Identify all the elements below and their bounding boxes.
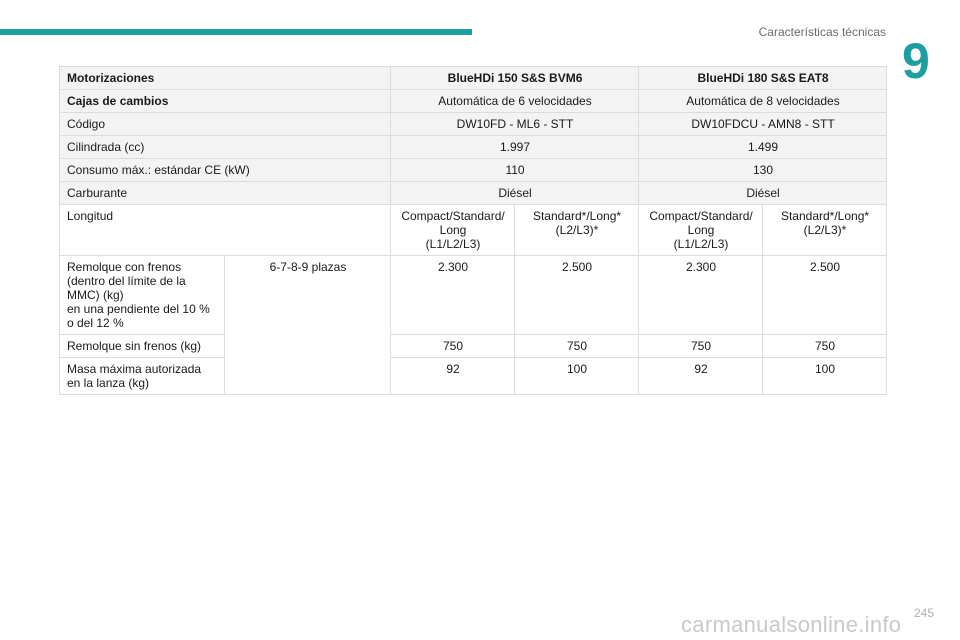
table-row [60,67,887,90]
cell-displacement-1: 1.997 [391,136,639,159]
cell-length-3 [639,205,763,256]
table-row [60,113,887,136]
specs-table [59,66,887,395]
length-3-line-1: Compact/Standard/ [649,209,753,223]
cell-displacement-2: 1.499 [639,136,887,159]
table-row [60,182,887,205]
braked-line-2: (dentro del límite de la [67,274,186,288]
cell-gearbox-label: Cajas de cambios [60,90,391,113]
cell-code-2: DW10FDCU - AMN8 - STT [639,113,887,136]
length-1-line-2: Long [439,223,467,237]
cell-unbraked-2: 750 [515,335,639,358]
cell-length-1 [391,205,515,256]
cell-drawbar-3: 92 [639,358,763,395]
braked-line-1: Remolque con frenos [67,260,182,274]
chapter-number: 9 [902,33,930,89]
cell-unbraked-4: 750 [763,335,887,358]
cell-code-label: Código [60,113,391,136]
cell-engine-1: BlueHDi 150 S&S BVM6 [391,67,639,90]
section-title: Características técnicas [758,25,886,39]
cell-length-4 [763,205,887,256]
drawbar-line-2: en la lanza (kg) [67,376,150,390]
cell-braked-label [60,256,225,335]
drawbar-line-1: Masa máxima autorizada [67,362,202,376]
cell-braked-1: 2.300 [391,256,515,335]
length-1-line-1: Compact/Standard/ [401,209,505,223]
braked-line-5: o del 12 % [67,316,124,330]
table-row [60,205,887,256]
cell-fuel-2: Diésel [639,182,887,205]
table-row [60,358,887,395]
cell-gearbox-1: Automática de 6 velocidades [391,90,639,113]
cell-braked-3: 2.300 [639,256,763,335]
cell-consumption-2: 130 [639,159,887,182]
cell-unbraked-label: Remolque sin frenos (kg) [60,335,225,358]
length-4-line-2: (L2/L3)* [803,223,847,237]
cell-drawbar-1: 92 [391,358,515,395]
cell-consumption-label: Consumo máx.: estándar CE (kW) [60,159,391,182]
length-3-line-2: Long [687,223,715,237]
length-2-line-1: Standard*/Long* [532,209,622,223]
cell-unbraked-1: 750 [391,335,515,358]
table-row [60,335,887,358]
braked-line-3: MMC) (kg) [67,288,124,302]
braked-line-4: en una pendiente del 10 % [67,302,210,316]
length-3-line-3: (L1/L2/L3) [673,237,729,251]
cell-length-2 [515,205,639,256]
table-row [60,256,887,335]
table-row [60,159,887,182]
cell-seats: 6-7-8-9 plazas [225,256,391,395]
cell-drawbar-2: 100 [515,358,639,395]
length-2-line-2: (L2/L3)* [555,223,599,237]
table-row [60,90,887,113]
length-1-line-3: (L1/L2/L3) [425,237,481,251]
cell-length-label: Longitud [60,205,391,256]
cell-fuel-1: Diésel [391,182,639,205]
cell-consumption-1: 110 [391,159,639,182]
accent-bar [0,29,472,35]
cell-displacement-label: Cilindrada (cc) [60,136,391,159]
cell-braked-2: 2.500 [515,256,639,335]
cell-drawbar-4: 100 [763,358,887,395]
cell-gearbox-2: Automática de 8 velocidades [639,90,887,113]
cell-unbraked-3: 750 [639,335,763,358]
cell-drawbar-label [60,358,225,395]
cell-engine-2: BlueHDi 180 S&S EAT8 [639,67,887,90]
length-4-line-1: Standard*/Long* [780,209,870,223]
cell-fuel-label: Carburante [60,182,391,205]
cell-braked-4: 2.500 [763,256,887,335]
watermark: carmanualsonline.info [681,612,902,637]
table-row [60,136,887,159]
page-number: 245 [914,606,935,620]
cell-engines-label: Motorizaciones [60,67,391,90]
cell-code-1: DW10FD - ML6 - STT [391,113,639,136]
